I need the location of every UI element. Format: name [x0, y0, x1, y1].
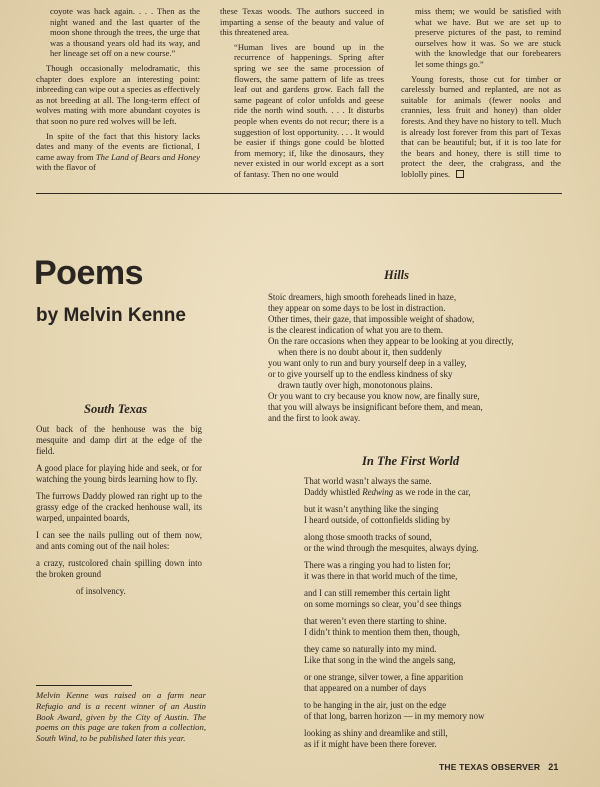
poem-stanza — [304, 616, 564, 638]
poem-line: and I can still remember this certain light — [304, 588, 451, 598]
poem-stanza — [304, 644, 564, 666]
poem-line: Like that song in the wind the angels sang, — [304, 655, 456, 665]
poem-stanza — [304, 476, 564, 498]
poem-stanza — [36, 424, 202, 457]
poem-south-texas — [36, 424, 202, 597]
poem-line: or the wind through the mesquites, always dying. — [304, 543, 479, 553]
poem-line: Daddy whistled Redwing as we rode in the car, — [304, 487, 471, 497]
poem-line: of insolvency. — [76, 586, 126, 596]
poem-line: There was a ringing you had to listen for; — [304, 560, 451, 570]
poem-title-first-world: In The First World — [362, 454, 460, 468]
poem-line: Or you want to cry because you know now, are finally sure, — [268, 391, 480, 401]
poem-stanza — [304, 588, 564, 610]
poem-line: it was there in that world much of the time, — [304, 571, 458, 581]
poem-line: Out back of the henhouse was the big mesquite and damp dirt at the edge of the field. — [36, 424, 202, 456]
book-title: The Land of Bears and Honey — [95, 151, 200, 162]
poem-line: Stoic dreamers, high smooth foreheads lined in haze, — [268, 292, 457, 302]
poem-line: they came so naturally into my mind. — [304, 644, 437, 654]
poem-line: looking as shiny and dreamlike and still, — [304, 728, 448, 738]
page-footer — [439, 762, 559, 772]
article-paragraph: these Texas woods. The authors succeed in imparting a sense of the beauty and value of this threatened area. — [220, 6, 384, 38]
poems-heading: Poems — [34, 254, 143, 292]
article-paragraph: Young forests, those cut for timber or carelessly burned and replanted, are not as suitable for animals (fewer nooks and crannies, less fruit and honey) than older forests. And they have no history to tell. Much is already lost forever from this part of Texas that can be beautiful; but, if it is too late for the bears and honey, there is still time to protect the deer, the crabgrass, and the loblolly pines. — [401, 73, 561, 179]
poem-title-south-texas: South Texas — [84, 402, 148, 416]
poem-line: that appeared on a number of days — [304, 683, 427, 693]
publication-name: THE TEXAS OBSERVER — [439, 762, 541, 772]
article-paragraph: coyote was back again. . . . Then as the night waned and the last quarter of the moon shone through the trees, the urge that was a thousand years old had its way, and her lineage set off on a new course.” — [50, 6, 200, 59]
bio-rule — [36, 685, 132, 686]
end-of-article-mark — [456, 170, 464, 178]
poem-line: to be hanging in the air, just on the edge — [304, 700, 447, 710]
poem-line: The furrows Daddy plowed ran right up to the grassy edge of the cracked henhouse wall, its warped, unpainted boards, — [36, 491, 202, 523]
poem-line: or one strange, silver tower, a fine apparition — [304, 672, 464, 682]
poem-stanza — [36, 558, 202, 580]
article-column-1 — [36, 6, 200, 177]
poem-hills — [268, 292, 568, 424]
poem-line: they appear on some days to be lost in distraction. — [268, 303, 446, 313]
poem-stanza — [36, 491, 202, 524]
poem-line: you want only to run and bury yourself deep in a valley, — [268, 358, 467, 368]
poem-stanza — [304, 504, 564, 526]
article-text: with the flavor of — [36, 162, 96, 173]
section-divider — [36, 193, 562, 194]
poem-stanza — [304, 700, 564, 722]
poem-line: Other times, their gaze, that impossible weight of shadow, — [268, 314, 475, 324]
poem-line: along those smooth tracks of sound, — [304, 532, 432, 542]
poem-stanza — [304, 532, 564, 554]
poem-line: That world wasn’t always the same. — [304, 476, 432, 486]
article-paragraph: miss them; we would be satisfied with what we have. But we are set up to preserve pictures of the past, to remind ourselves how it was. So we are stuck with the knowledge that our forebearers let some things go.” — [415, 6, 561, 69]
poem-title-hills: Hills — [384, 268, 410, 282]
poem-line: of that long, barren horizon — in my memory now — [304, 711, 485, 721]
poem-line: I didn’t think to mention them then, though, — [304, 627, 460, 637]
poem-line: A good place for playing hide and seek, or for watching the young birds learning how to fly. — [36, 463, 202, 484]
article-paragraph: In spite of the fact that this history lacks dates and many of the events are fictional, I came away from The Land of Bears and Honey with the flavor of — [36, 130, 200, 173]
poem-line: On the rare occasions when they appear to be looking at you directly, — [268, 336, 514, 346]
poems-byline: by Melvin Kenne — [36, 305, 186, 326]
poem-stanza — [36, 530, 202, 552]
poem-first-world — [304, 476, 564, 756]
poem-stanza — [304, 728, 564, 750]
poem-line: is the clearest indication of what you are to them. — [268, 325, 443, 335]
article-column-2 — [220, 6, 384, 184]
poem-line: I heard outside, of cottonfields sliding by — [304, 515, 451, 525]
poem-line: I can see the nails pulling out of them now, and ants coming out of the nail holes: — [36, 530, 202, 551]
poem-line: or to give yourself up to the endless kindness of sky — [268, 369, 453, 379]
poem-line: that weren’t even there starting to shine. — [304, 616, 447, 626]
poem-line: as if it might have been there forever. — [304, 739, 437, 749]
poem-line: and the first to look away. — [268, 413, 361, 423]
poem-line: drawn tautly over high, monotonous plains. — [278, 380, 433, 390]
poem-line: a crazy, rustcolored chain spilling down into the broken ground — [36, 558, 202, 579]
poem-stanza — [304, 560, 564, 582]
song-title: Redwing — [362, 487, 394, 497]
poem-stanza — [36, 463, 202, 485]
poem-line: that you will always be insignificant before them, and mean, — [268, 402, 483, 412]
article-paragraph: Though occasionally melodramatic, this chapter does explore an interesting point: inbreeding can wipe out a species as effectively as not breeding at all. The long-term effect of wolves mating with more abundant coyotes is that soon no pure red wolves will be left. — [36, 62, 200, 126]
poem-line: but it wasn’t anything like the singing — [304, 504, 439, 514]
poem-line: when there is no doubt about it, then suddenly — [278, 347, 442, 357]
poem-stanza — [304, 672, 564, 694]
poem-line: on some mornings so clear, you’d see things — [304, 599, 462, 609]
article-paragraph: “Human lives are bound up in the recurrence of happenings. Spring after spring we see the same procession of flowers, the same pattern of life as trees leaf out and gardens grow. Each fall the same pageant of color unfolds and geese ride the north wind south. . . . It disturbs people when events do not recur; there is a suggestion of lost opportunity. . . . It would be easier if things gone could be blotted from memory; if, like the dinosaurs, they never existed in our world except as a sort of fantasy. Then no one would — [234, 41, 384, 179]
page-number: 21 — [548, 762, 559, 772]
article-column-3 — [401, 6, 561, 184]
author-bio: Melvin Kenne was raised on a farm near Refugio and is a recent winner of an Austin Book Award, given by the City of Austin. The poems on this page are taken from a collection, South Wind, to be published later this year. — [36, 690, 206, 744]
